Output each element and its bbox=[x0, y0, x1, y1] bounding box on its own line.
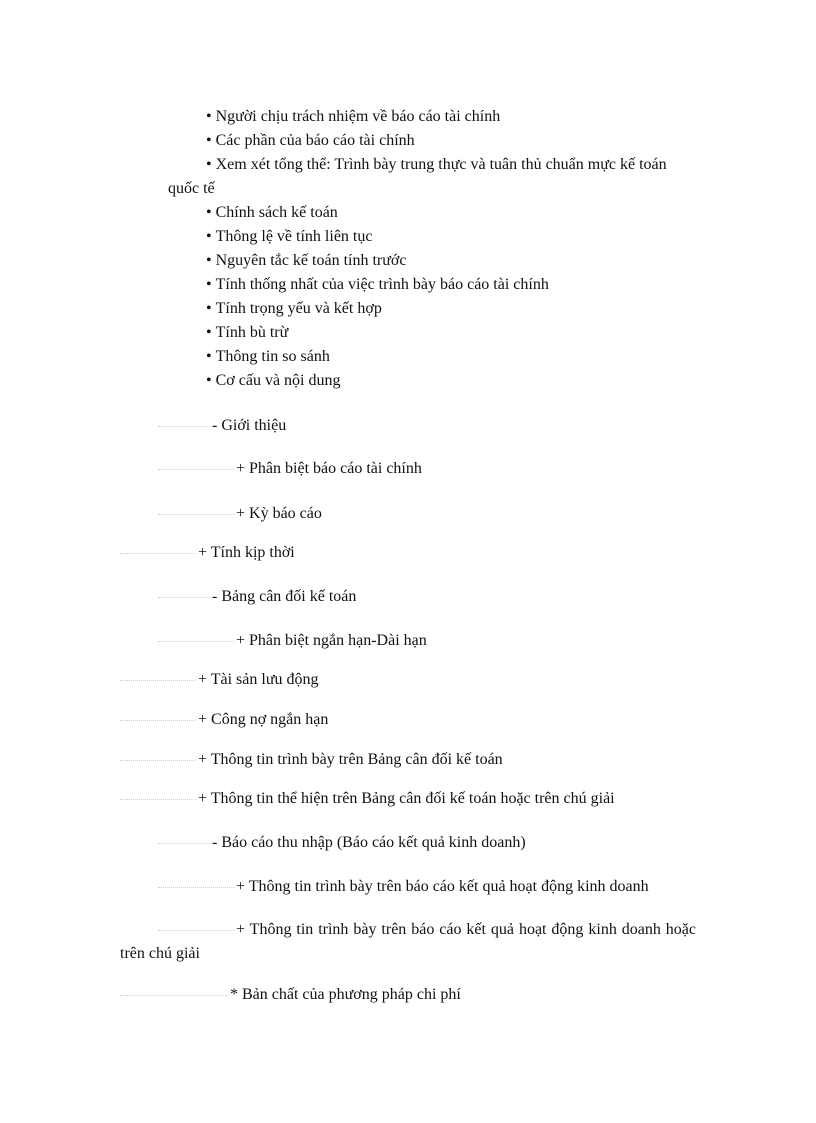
bullet-item: • Xem xét tổng thể: Trình bày trung thực và tuân thủ chuẩn mực kế toán bbox=[206, 155, 667, 175]
outline-text: + Thông tin trình bày trên Bảng cân đối kế toán bbox=[198, 751, 503, 768]
leader-dots bbox=[158, 929, 234, 931]
leader-dots bbox=[120, 994, 228, 996]
outline-item bbox=[158, 504, 322, 524]
outline-text: + Phân biệt ngắn hạn-Dài hạn bbox=[236, 632, 427, 649]
outline-text: + Kỳ báo cáo bbox=[236, 505, 322, 522]
leader-dots bbox=[120, 719, 196, 721]
outline-text: + Phân biệt báo cáo tài chính bbox=[236, 460, 422, 477]
outline-item bbox=[120, 543, 295, 563]
leader-dots bbox=[158, 886, 234, 888]
outline-item bbox=[120, 750, 503, 770]
outline-text: + Thông tin thể hiện trên Bảng cân đối kế toán hoặc trên chú giải bbox=[198, 790, 615, 807]
bullet-item: • Các phần của báo cáo tài chính bbox=[206, 131, 415, 151]
outline-item bbox=[158, 416, 286, 436]
leader-dots bbox=[158, 425, 210, 427]
outline-item bbox=[120, 985, 461, 1005]
leader-dots bbox=[158, 596, 210, 598]
leader-dots bbox=[120, 679, 196, 681]
outline-text: + Thông tin trình bày trên báo cáo kết quả hoạt động kinh doanh hoặc trên chú giải bbox=[120, 921, 696, 962]
bullet-item: • Tính trọng yếu và kết hợp bbox=[206, 299, 382, 319]
outline-text: * Bản chất của phương pháp chi phí bbox=[230, 986, 461, 1003]
outline-item bbox=[158, 587, 356, 607]
leader-dots bbox=[158, 468, 234, 470]
outline-item bbox=[120, 670, 319, 690]
leader-dots bbox=[158, 513, 234, 515]
indent-spacer bbox=[120, 930, 158, 931]
leader-dots bbox=[120, 552, 196, 554]
bullet-item: • Chính sách kế toán bbox=[206, 203, 338, 223]
bullet-item: • Cơ cấu và nội dung bbox=[206, 371, 341, 391]
bullet-item: • Thông lệ về tính liên tục bbox=[206, 227, 372, 247]
outline-item bbox=[158, 877, 649, 897]
bullet-item: • Nguyên tắc kế toán tính trước bbox=[206, 251, 406, 271]
outline-item bbox=[120, 789, 615, 809]
outline-text: + Tính kịp thời bbox=[198, 544, 295, 561]
leader-dots bbox=[120, 798, 196, 800]
outline-item-wrapped bbox=[120, 918, 696, 966]
leader-dots bbox=[120, 759, 196, 761]
bullet-item-continuation: quốc tế bbox=[168, 180, 215, 197]
outline-item bbox=[158, 833, 526, 853]
leader-dots bbox=[158, 640, 234, 642]
bullet-item: • Tính thống nhất của việc trình bày báo cáo tài chính bbox=[206, 275, 549, 295]
outline-text: - Giới thiệu bbox=[212, 417, 287, 434]
outline-text: + Tài sản lưu động bbox=[198, 671, 319, 688]
outline-text: - Bảng cân đối kế toán bbox=[212, 588, 357, 605]
outline-text: + Công nợ ngắn hạn bbox=[198, 711, 329, 728]
outline-item bbox=[120, 710, 328, 730]
outline-item bbox=[158, 459, 422, 479]
bullet-item: • Tính bù trừ bbox=[206, 323, 288, 343]
outline-text: + Thông tin trình bày trên báo cáo kết quả hoạt động kinh doanh bbox=[236, 878, 649, 895]
outline-item bbox=[158, 631, 427, 651]
bullet-item: • Thông tin so sánh bbox=[206, 347, 330, 367]
bullet-item: • Người chịu trách nhiệm về báo cáo tài chính bbox=[206, 107, 500, 127]
outline-text: - Báo cáo thu nhập (Báo cáo kết quả kinh doanh) bbox=[212, 834, 526, 851]
leader-dots bbox=[158, 842, 210, 844]
